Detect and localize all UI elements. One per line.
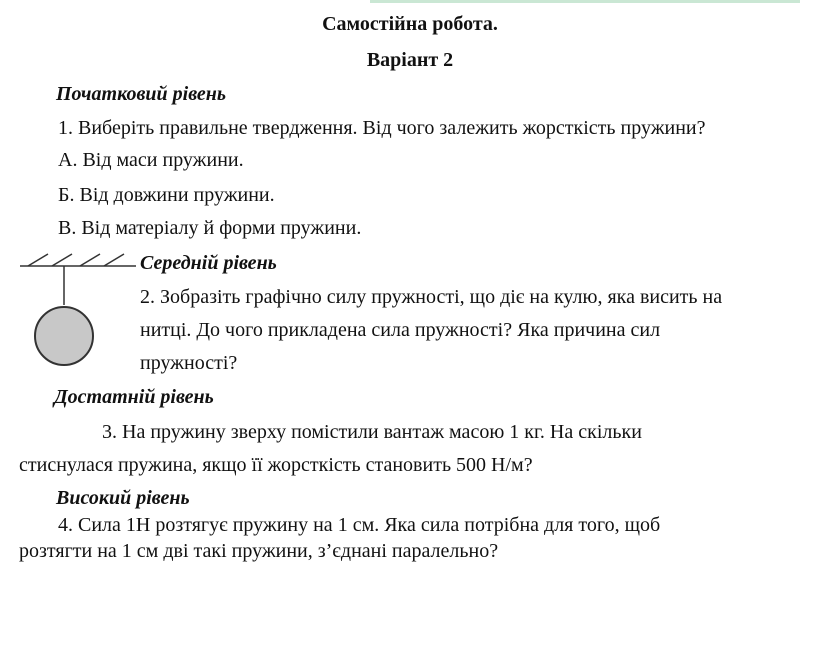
heading-initial-level: Початковий рівень bbox=[56, 83, 227, 105]
heading-high-level: Високий рівень bbox=[56, 487, 190, 509]
heading-sufficient-level: Достатній рівень bbox=[54, 386, 214, 408]
option-b: Б. Від довжини пружини. bbox=[58, 184, 275, 206]
question-4-line-1: 4. Сила 1Н розтягує пружину на 1 см. Яка сила потрібна для того, щоб bbox=[58, 514, 661, 536]
option-c: В. Від матеріалу й форми пружини. bbox=[58, 217, 362, 239]
heading-middle-level: Середній рівень bbox=[140, 252, 277, 274]
question-3-line-2: стиснулася пружина, якщо її жорсткість становить 500 Н/м? bbox=[19, 454, 533, 476]
variant-title: Варіант 2 bbox=[366, 49, 454, 71]
question-2-line-2: нитці. До чого прикладена сила пружності? Яка причина сил bbox=[140, 319, 661, 341]
page-title: Самостійна робота. bbox=[322, 13, 498, 35]
pendulum-diagram bbox=[0, 0, 140, 380]
question-4-line-2: розтягти на 1 см дві такі пружини, з’єднані паралельно? bbox=[19, 540, 499, 562]
question-2-line-3: пружності? bbox=[140, 352, 238, 374]
ceiling-support bbox=[20, 254, 136, 266]
top-decorative-line bbox=[370, 0, 800, 3]
question-3-line-1: 3. На пружину зверху помістили вантаж масою 1 кг. На скільки bbox=[102, 421, 642, 443]
question-1: 1. Виберіть правильне твердження. Від чого залежить жорсткість пружини? bbox=[58, 117, 706, 139]
pendulum-ball bbox=[35, 307, 93, 365]
question-2-line-1: 2. Зобразіть графічно силу пружності, що діє на кулю, яка висить на bbox=[140, 286, 723, 308]
option-a: А. Від маси пружини. bbox=[58, 149, 244, 171]
